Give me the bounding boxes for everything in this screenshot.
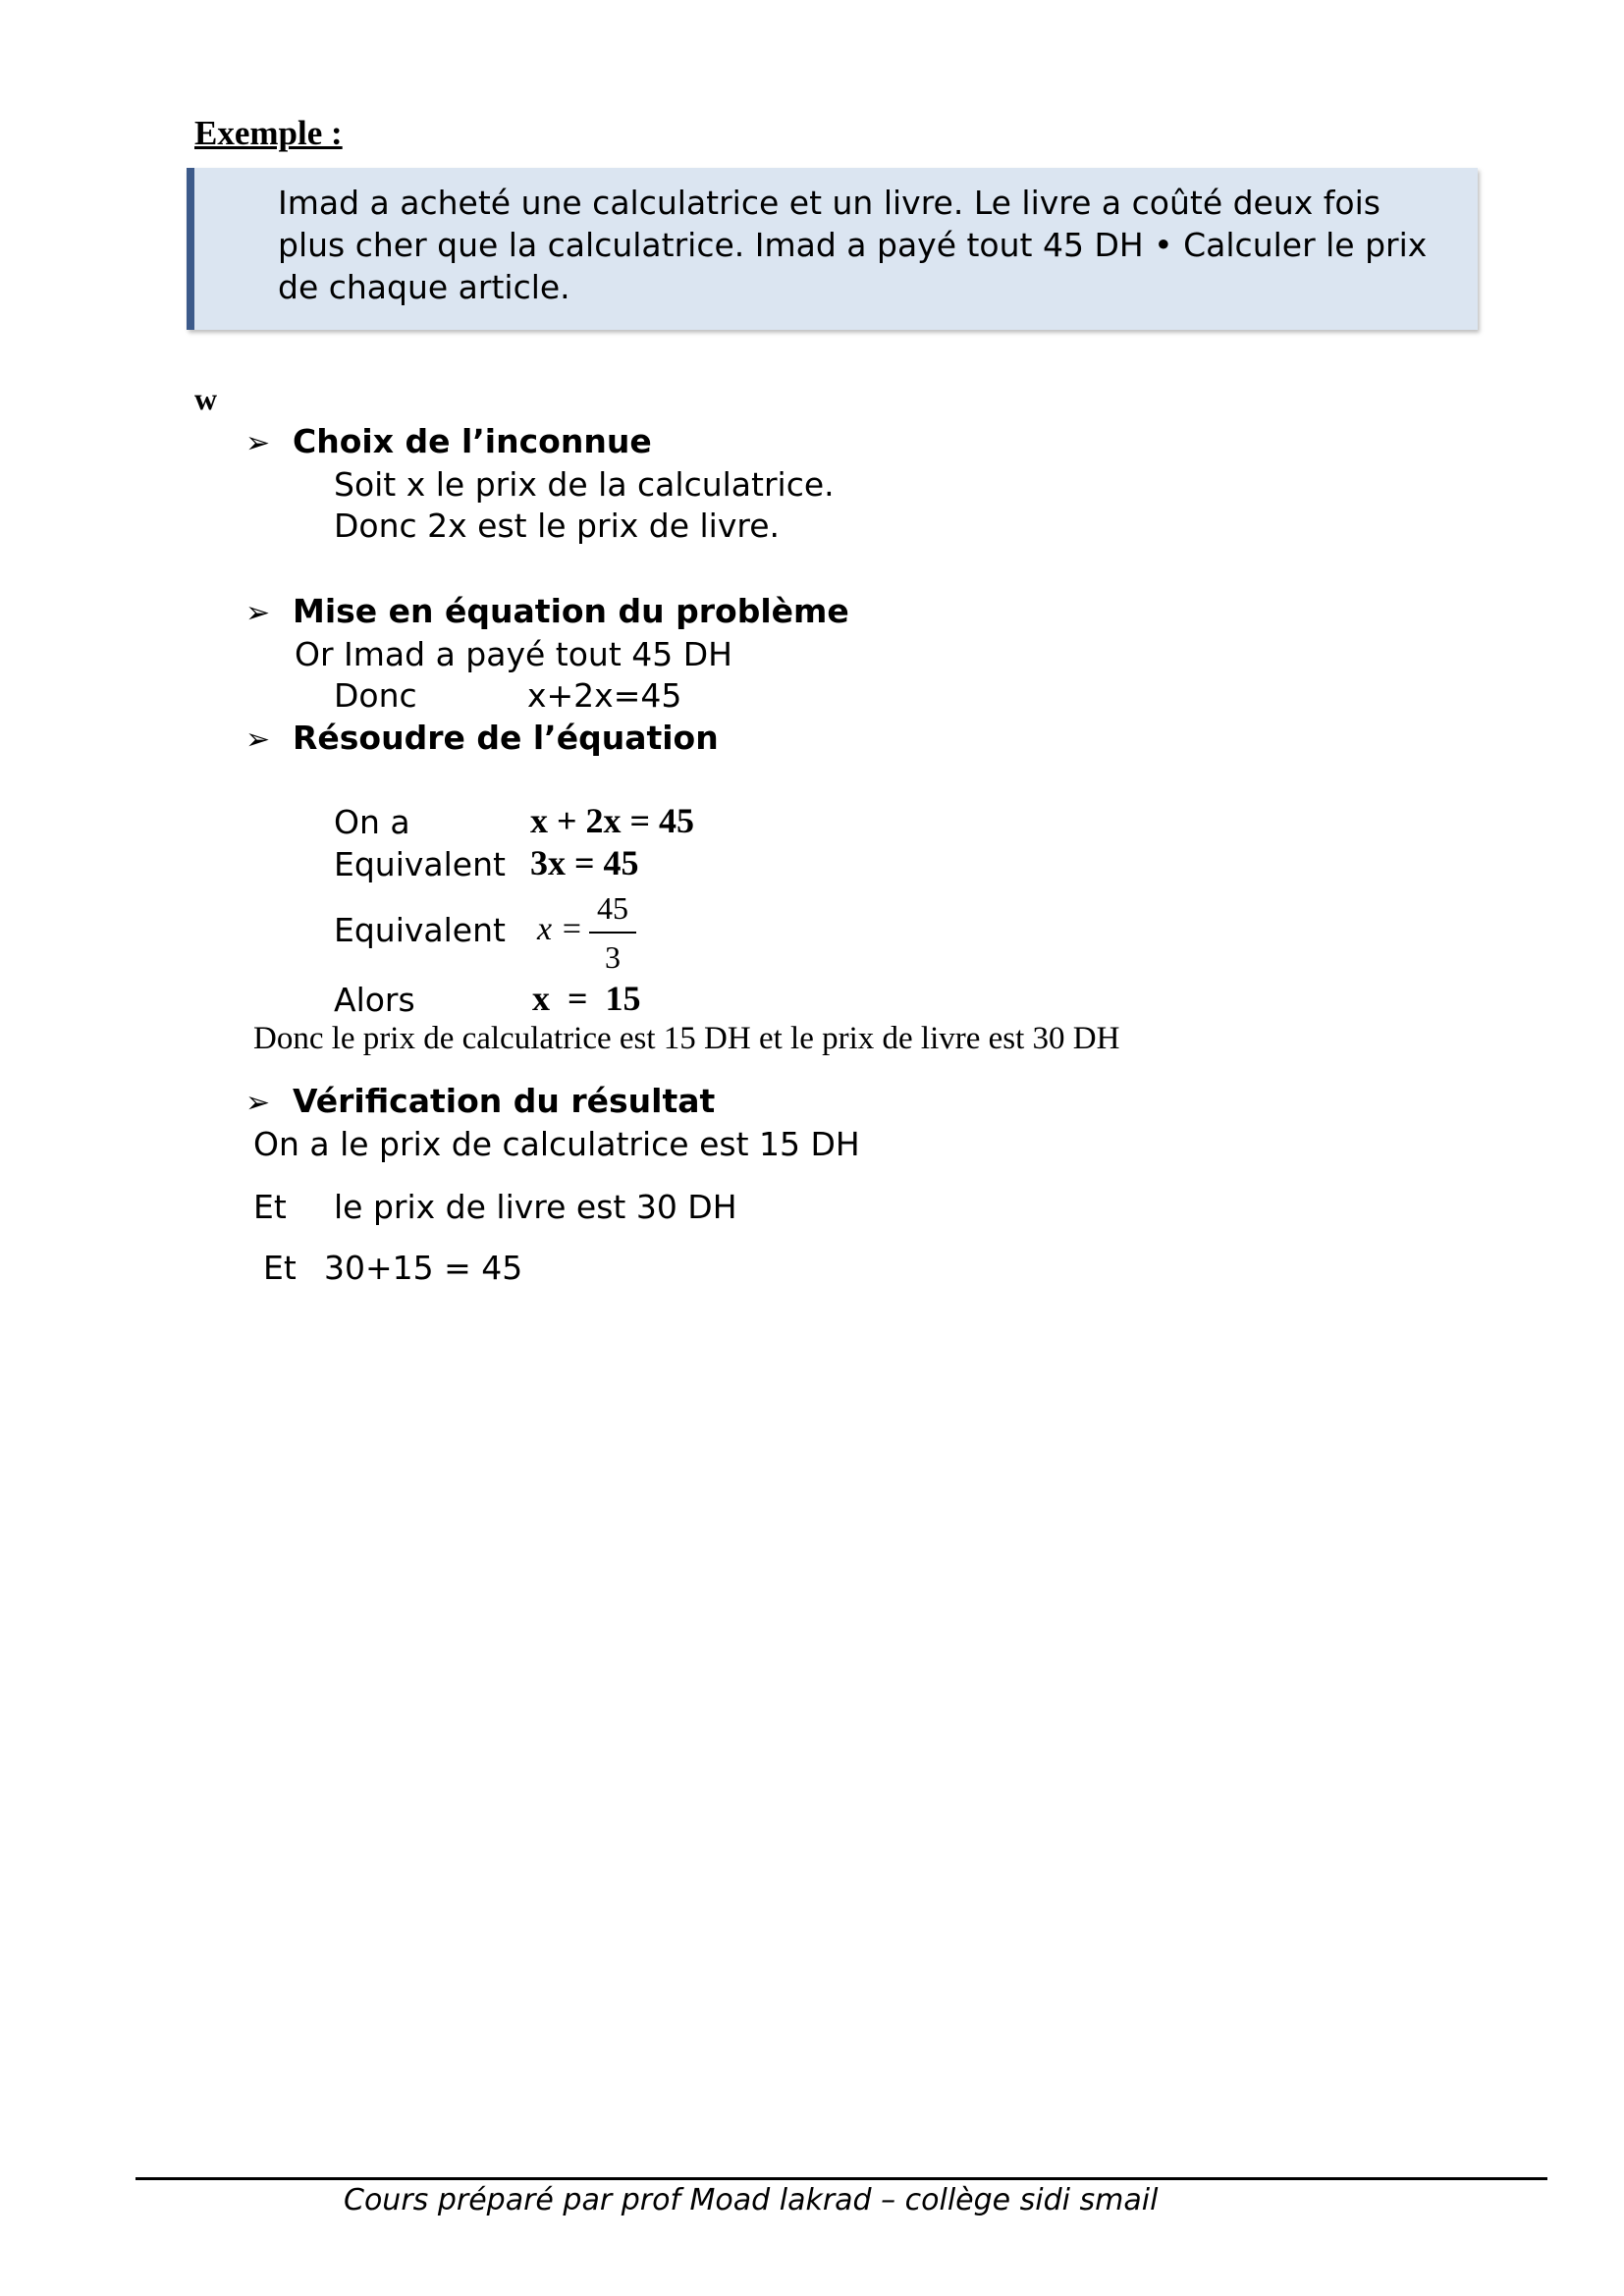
choix-line-2: Donc 2x est le prix de livre. [334,507,780,545]
step-label: Equivalent [334,911,506,949]
arrow-bullet-icon: ➢ [245,1086,271,1120]
mise-donc-equation: x+2x=45 [527,676,682,715]
verification-line-2: le prix de livre est 30 DH [334,1188,737,1226]
verification-line-3: 30+15 = 45 [324,1249,523,1287]
step-expression: 3x = 45 [530,843,639,882]
fraction-bar [589,932,636,934]
fraction-numerator: 45 [597,890,628,926]
choix-line-1: Soit x le prix de la calculatrice. [334,465,835,504]
verification-line-2-label: Et [253,1188,287,1226]
section-resoudre-title: ➢ Résoudre de l’équation [245,719,719,757]
example-problem-text: Imad a acheté une calculatrice et un livre. Le livre a coûté deux fois plus cher que la calculatrice. Imad a payé tout 45 DH • Calculer le prix de chaque article. [278,184,1428,306]
resoudre-conclusion: Donc le prix de calculatrice est 15 DH et le prix de livre est 30 DH [253,1021,1120,1056]
step-label: Alors [334,981,415,1019]
step-expression: x + 2x = 45 [530,801,695,840]
step-expression: x = 15 [532,979,641,1018]
fraction-denominator: 3 [605,939,621,975]
example-problem-box [187,168,1478,330]
mise-donc-label: Donc [334,676,417,715]
footer-credit: Cours préparé par prof Moad lakrad – collège sidi smail [344,2183,1159,2217]
section-verification-title: ➢ Vérification du résultat [245,1082,716,1120]
verification-line-3-label: Et [263,1249,297,1287]
example-heading: Exemple : [194,114,343,152]
arrow-bullet-icon: ➢ [245,596,271,630]
arrow-bullet-icon: ➢ [245,722,271,757]
mise-line-1: Or Imad a payé tout 45 DH [295,635,732,673]
footer-rule [135,2177,1547,2180]
verification-line-1: On a le prix de calculatrice est 15 DH [253,1125,860,1163]
step-label: On a [334,803,410,841]
stray-mark: w [194,381,218,416]
step-fraction-lhs: x = [537,911,583,947]
step-label: Equivalent [334,845,506,883]
section-choix-title: ➢ Choix de l’inconnue [245,422,652,460]
arrow-bullet-icon: ➢ [245,426,271,460]
step-fraction [589,888,636,977]
section-mise-title: ➢ Mise en équation du problème [245,592,849,630]
